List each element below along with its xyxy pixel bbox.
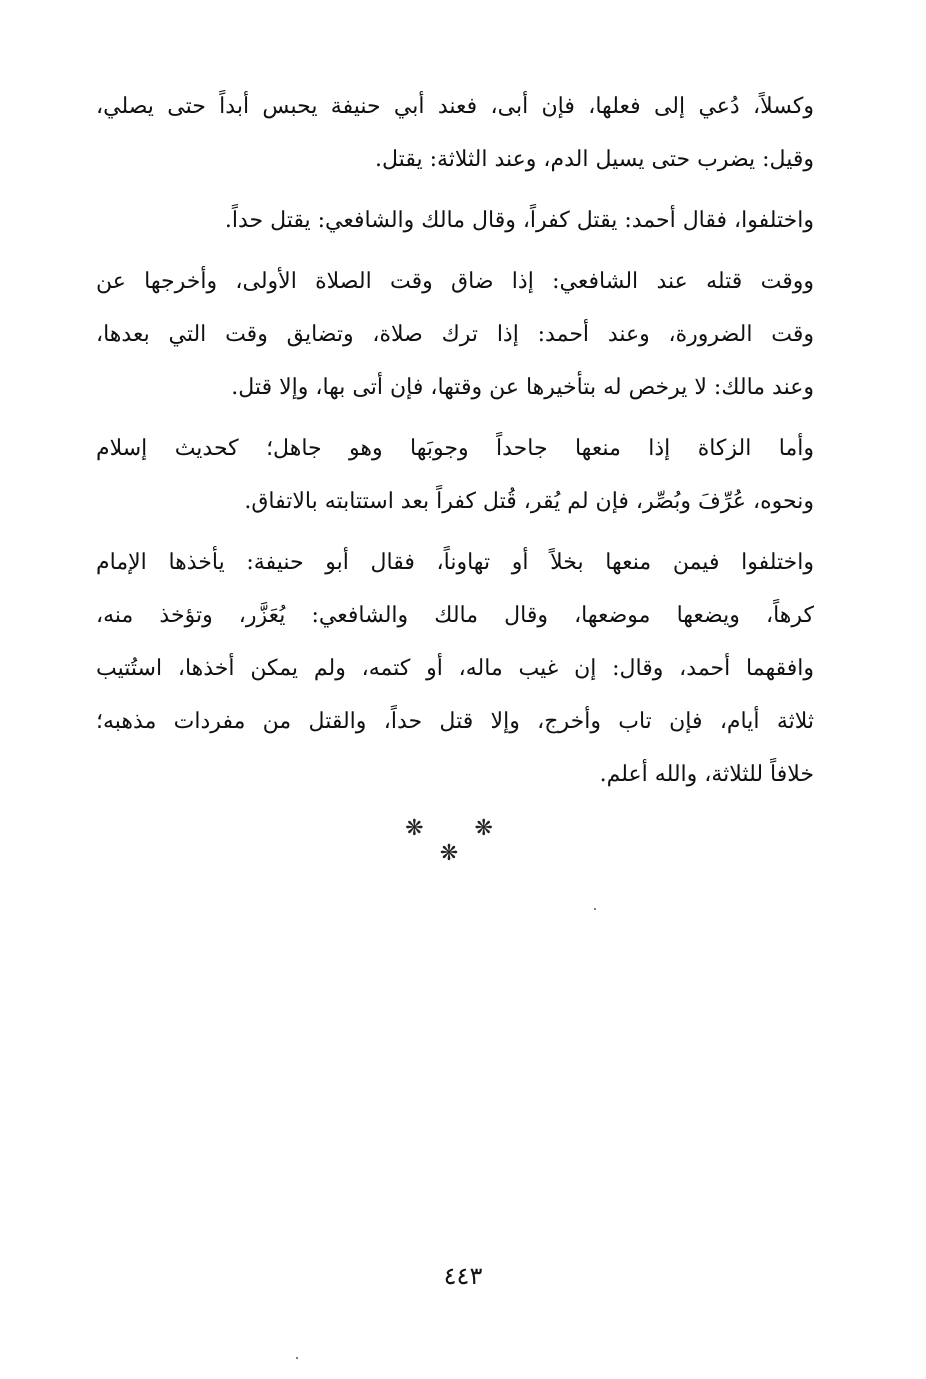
text-line: وقت الضرورة، وعند أحمد: إذا ترك صلاة، وتضايق وقت التي بعدها، [96,322,814,347]
section-separator: ❋ ❋ ❋ [405,816,515,866]
text-line: ثلاثة أيام، فإن تاب وأخرج، وإلا قتل حداً، والقتل من مفردات مذهبه؛ [96,709,814,734]
text-line: وأما الزكاة إذا منعها جاحداً وجوبَها وهو جاهل؛ كحديث إسلام [96,436,814,461]
text-line: ونحوه، عُرِّفَ وبُصِّر، فإن لم يُقر، قُتل كفراً بعد استتابته بالاتفاق. [244,489,814,514]
text-line: وكسلاً، دُعي إلى فعلها، فإن أبى، فعند أبي حنيفة يحبس أبداً حتى يصلي، [96,94,814,119]
text-line: وقيل: يضرب حتى يسيل الدم، وعند الثلاثة: يقتل. [375,147,814,172]
text-line: وعند مالك: لا يرخص له بتأخيرها عن وقتها، فإن أتى بها، وإلا قتل. [231,375,814,400]
text-line: ووقت قتله عند الشافعي: إذا ضاق وقت الصلاة الأولى، وأخرجها عن [96,269,814,294]
main-text [96,80,814,809]
text-line: خلافاً للثلاثة، والله أعلم. [599,762,814,787]
paragraph-3 [96,255,814,414]
scan-speck [296,1357,298,1359]
page-number: ٤٤٣ [443,1262,483,1290]
text-line: كرهاً، ويضعها موضعها، وقال مالك والشافعي: يُعَزَّر، وتؤخذ منه، [96,603,814,628]
text-line: وافقهما أحمد، وقال: إن غيب ماله، أو كتمه، ولم يمكن أخذها، استُتيب [96,656,814,681]
text-line: واختلفوا، فقال أحمد: يقتل كفراً، وقال مالك والشافعي: يقتل حداً. [224,208,814,233]
paragraph-5 [96,536,814,801]
paragraph-2 [96,194,814,247]
paragraph-1 [96,80,814,186]
paragraph-4 [96,422,814,528]
text-line: واختلفوا فيمن منعها بخلاً أو تهاوناً، فقال أبو حنيفة: يأخذها الإمام [96,550,814,575]
scan-speck [594,908,596,910]
